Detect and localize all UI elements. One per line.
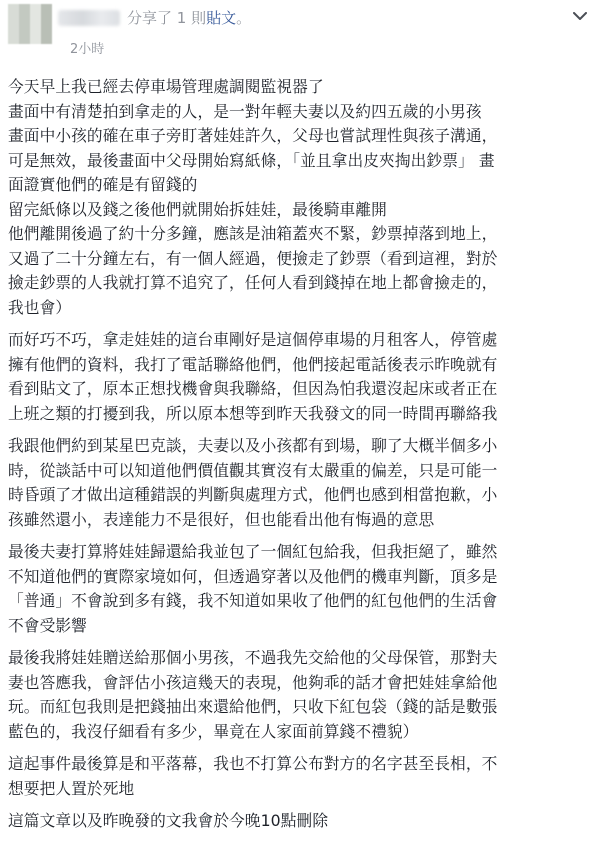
post-text-line: 畫面中小孩的確在車子旁盯著娃娃許久，父母也嘗試理性與孩子溝通，: [8, 126, 498, 145]
post-text-line: 玩。而紅包我則是把錢抽出來還給他們，只收下紅包袋（錢的話是數張: [8, 697, 498, 716]
post-text-line: 最後夫妻打算將娃娃歸還給我並包了一個紅包給我，但我拒絕了，雖然: [8, 542, 498, 561]
post-text-line: 撿走鈔票的人我就打算不追究了，任何人看到錢掉在地上都會撿走的，: [8, 273, 498, 292]
post-timestamp[interactable]: 2小時: [70, 42, 105, 57]
post-text-line: 不會受影響: [8, 615, 87, 635]
post-text-line: 時昏頭了才做出這種錯誤的判斷與處理方式，他們也感到相當抱歉，小: [8, 485, 498, 504]
post-header: [0, 0, 600, 62]
post-text-line: 看到貼文了，原本正想找機會與我聯絡，但因為怕我還沒起床或者正在: [8, 379, 498, 398]
post-paragraph: [8, 540, 592, 638]
shared-post-link[interactable]: 貼文: [206, 9, 237, 27]
post-text-line: 今天早上我已經去停車場管理處調閱監視器了: [8, 77, 324, 96]
post-text-line: 藍色的，我沒仔細看有多少，畢竟在人家面前算錢不禮貌）: [8, 721, 419, 741]
post-text-line: 時，從談話中可以知道他們價值觀其實沒有太嚴重的偏差，只是可能一: [8, 460, 498, 480]
post-paragraph: [8, 434, 592, 532]
post-paragraph: [8, 752, 592, 801]
post-text-line: 而好巧不巧，拿走娃娃的這台車剛好是這個停車場的月租客人，停管處: [8, 330, 498, 349]
post-text-line: 畫面中有清楚拍到拿走的人，是一對年輕夫妻以及約四五歲的小男孩: [8, 101, 482, 121]
share-count: 1: [176, 9, 187, 27]
share-prefix: 分享了: [127, 9, 173, 27]
post-text-line: 我跟他們約到某星巴克談，夫妻以及小孩都有到場，聊了大概半個多小: [8, 436, 498, 455]
post-text-line: 這篇文章以及昨晚發的文我會於今晚10點刪除: [8, 811, 329, 830]
share-text: [127, 8, 251, 28]
post-text-line: 我也會）: [8, 297, 72, 317]
post-text-line: 妻也答應我，會評估小孩這幾天的表現，他夠乖的話才會把娃娃拿給他: [8, 672, 498, 692]
share-suffix: 。: [236, 9, 252, 27]
post-text-line: 想要把人置於死地: [8, 778, 135, 798]
post-text-line: 留完紙條以及錢之後他們就開始拆娃娃，最後騎車離開: [8, 199, 387, 219]
post-text-line: 孩雖然還小，表達能力不是很好，但也能看出他有悔過的意思: [8, 509, 435, 529]
post-text-line: 面證實他們的確是有留錢的: [8, 175, 198, 194]
author-name-redacted[interactable]: [58, 10, 120, 26]
post-text-line: 上班之類的打擾到我，所以原本想等到昨天我發文的同一時間再聯絡我: [8, 403, 498, 423]
share-unit: 則: [191, 9, 207, 27]
post-text-line: 可是無效，最後畫面中父母開始寫紙條，「並且拿出皮夾掏出鈔票」 畫: [8, 150, 495, 170]
post-text-line: 這起事件最後算是和平落幕，我也不打算公布對方的名字甚至長相，不: [8, 754, 498, 773]
post-paragraph: [8, 328, 592, 426]
chevron-down-icon: [573, 12, 587, 21]
post-paragraph: [8, 809, 592, 834]
post-text-line: 「普通」不會說到多有錢，我不知道如果收了他們的紅包他們的生活會: [8, 591, 498, 610]
post-paragraph: [8, 75, 592, 320]
post-text-line: 不知道他們的實際家境如何，但透過穿著以及他們的機車判斷，頂多是: [8, 566, 498, 586]
post-paragraph: [8, 646, 592, 744]
post-text-line: 最後我將娃娃贈送給那個小男孩，不過我先交給他的父母保管，那對夫: [8, 648, 498, 667]
post-text-line: 又過了二十分鐘左右，有一個人經過，便撿走了鈔票（看到這裡，對於: [8, 248, 498, 268]
post-body: [8, 75, 592, 842]
post-text-line: 擁有他們的資料，我打了電話聯絡他們，他們接起電話後表示昨晚就有: [8, 354, 498, 374]
post-text-line: 他們離開後過了約十分多鐘，應該是油箱蓋夾不緊，鈔票掉落到地上，: [8, 224, 498, 243]
post-menu-button[interactable]: [570, 6, 590, 26]
avatar[interactable]: [8, 4, 52, 44]
